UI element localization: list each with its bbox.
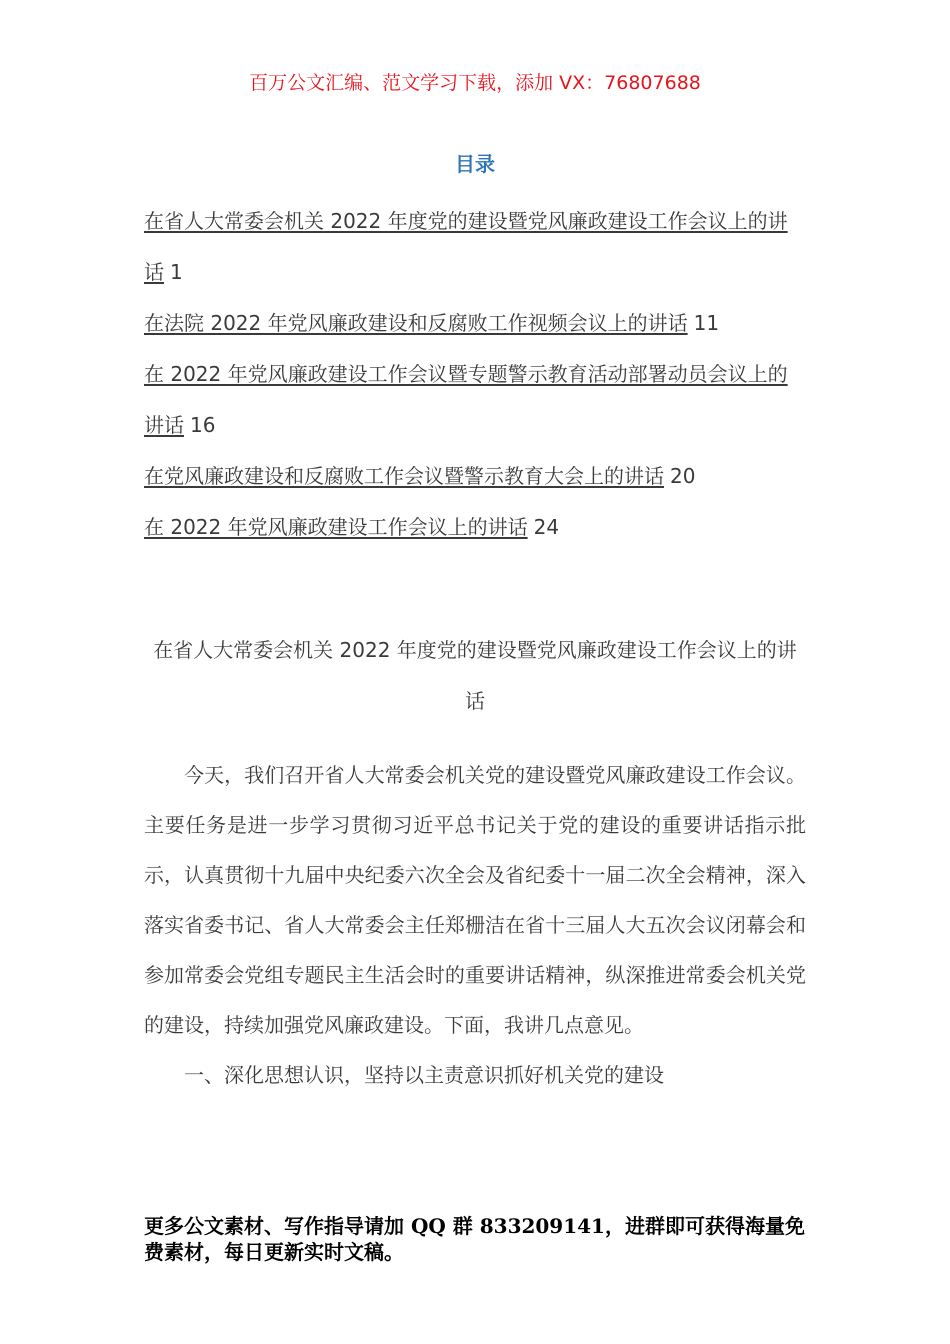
toc-page-number: 24: [533, 515, 560, 539]
document-body: [144, 750, 806, 1100]
toc-page-number: 20: [670, 464, 696, 488]
document-title: 在省人大常委会机关 2022 年度党的建设暨党风廉政建设工作会议上的讲话: [153, 638, 797, 713]
table-of-contents: [144, 196, 804, 553]
toc-entry: [144, 349, 804, 451]
section-heading: 一、深化思想认识，坚持以主责意识抓好机关党的建设: [184, 1063, 664, 1087]
toc-entry: [144, 502, 804, 553]
toc-link[interactable]: 在法院 2022 年党风廉政建设和反腐败工作视频会议上的讲话: [144, 311, 688, 335]
toc-entry: [144, 451, 804, 502]
toc-link[interactable]: 在 2022 年党风廉政建设工作会议上的讲话: [144, 515, 528, 539]
toc-page-number: 1: [170, 260, 183, 284]
toc-link[interactable]: 在党风廉政建设和反腐败工作会议暨警示教育大会上的讲话: [144, 464, 664, 488]
toc-page-number: 16: [190, 413, 216, 437]
promo-header: 百万公文汇编、范文学习下载，添加 VX：76807688: [249, 72, 701, 94]
toc-link[interactable]: 在 2022 年党风廉政建设工作会议暨专题警示教育活动部署动员会议上的讲话: [144, 362, 788, 437]
toc-link[interactable]: 在省人大常委会机关 2022 年度党的建设暨党风廉政建设工作会议上的讲话: [144, 209, 788, 284]
toc-entry: [144, 196, 804, 298]
toc-title: 目录: [455, 152, 495, 176]
footer-promo: 更多公文素材、写作指导请加 QQ 群 833209141，进群即可获得海量免费素材，每日更新实时文稿。: [144, 1214, 805, 1264]
toc-page-number: 11: [693, 311, 720, 335]
body-paragraph: 今天，我们召开省人大常委会机关党的建设暨党风廉政建设工作会议。主要任务是进一步学习贯彻习近平总书记关于党的建设的重要讲话指示批示，认真贯彻十九届中央纪委六次全会及省纪委十一届二次全会精神，深入落实省委书记、省人大常委会主任郑栅洁在省十三届人大五次会议闭幕会和参加常委会党组专题民主生活会时的重要讲话精神，纵深推进常委会机关党的建设，持续加强党风廉政建设。下面，我讲几点意见。: [144, 763, 806, 1037]
toc-entry: [144, 298, 804, 349]
